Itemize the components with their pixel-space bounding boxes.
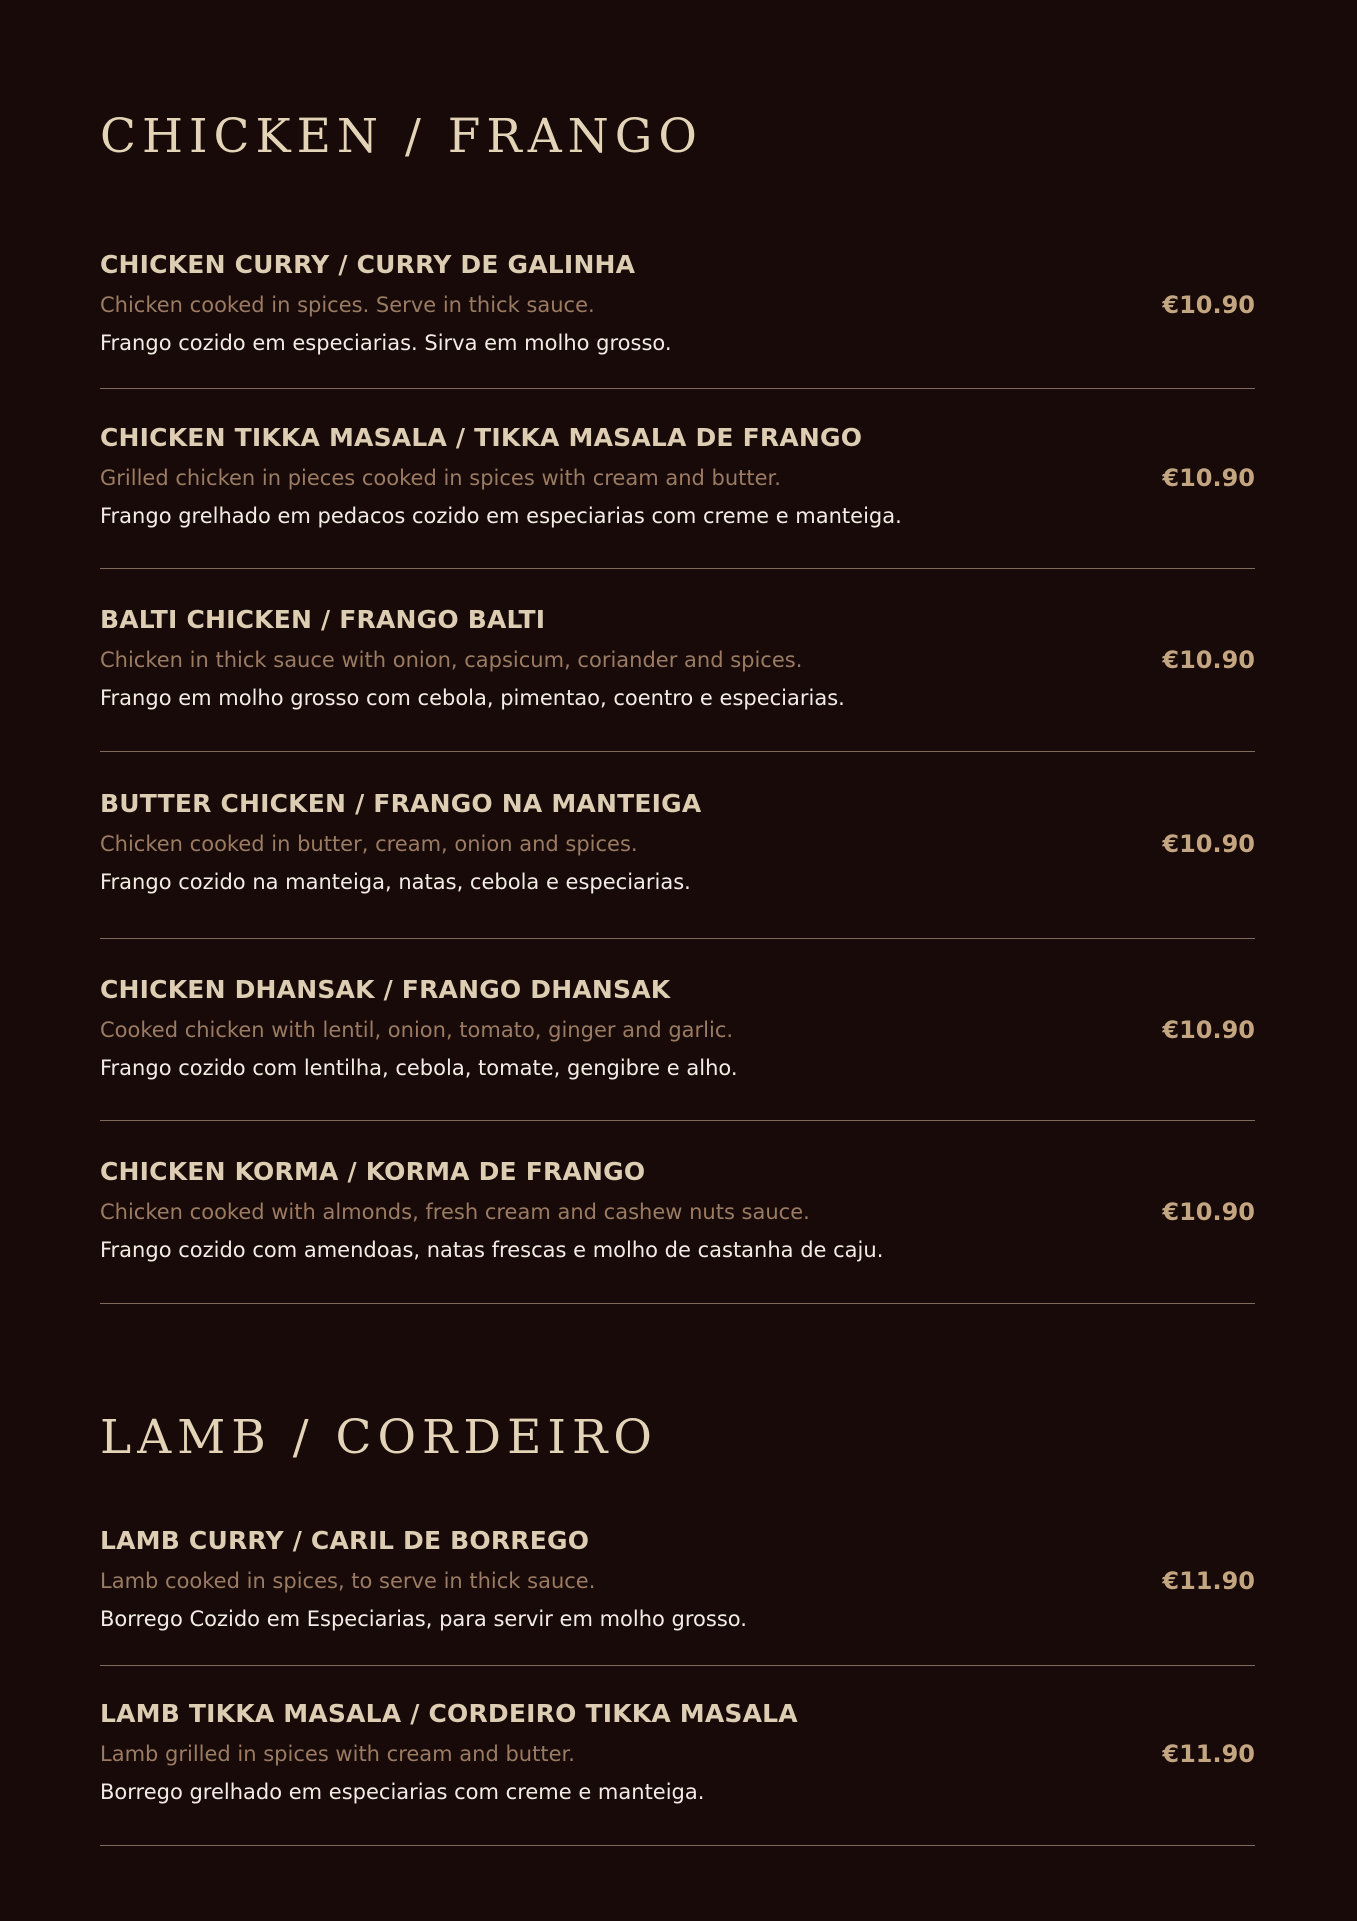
item-name: LAMB TIKKA MASALA / CORDEIRO TIKKA MASALA: [100, 1699, 798, 1728]
section-title-lamb: LAMB / CORDEIRO: [100, 1410, 658, 1465]
item-price: €10.90: [1162, 646, 1255, 674]
menu-item-chicken-dhansak: [100, 975, 1255, 1080]
divider: [100, 1665, 1255, 1666]
item-description-en: Lamb grilled in spices with cream and butter.: [100, 1742, 575, 1766]
item-price: €10.90: [1162, 291, 1255, 319]
menu-item-butter-chicken: [100, 789, 1255, 894]
divider: [100, 751, 1255, 752]
item-name: BALTI CHICKEN / FRANGO BALTI: [100, 605, 546, 634]
item-description-en: Chicken cooked with almonds, fresh cream and cashew nuts sauce.: [100, 1200, 810, 1224]
menu-item-lamb-tikka-masala: [100, 1699, 1255, 1804]
item-description-pt: Frango cozido com amendoas, natas frescas e molho de castanha de caju.: [100, 1238, 884, 1262]
menu-item-lamb-curry: [100, 1526, 1255, 1631]
item-name: CHICKEN KORMA / KORMA DE FRANGO: [100, 1157, 646, 1186]
menu-item-chicken-korma: [100, 1157, 1255, 1262]
menu-item-chicken-tikka-masala: [100, 423, 1255, 528]
item-name: BUTTER CHICKEN / FRANGO NA MANTEIGA: [100, 789, 702, 818]
item-price: €10.90: [1162, 830, 1255, 858]
item-description-pt: Frango cozido em especiarias. Sirva em molho grosso.: [100, 331, 672, 355]
item-description-en: Chicken cooked in spices. Serve in thick sauce.: [100, 293, 595, 317]
item-description-pt: Borrego grelhado em especiarias com creme e manteiga.: [100, 1780, 705, 1804]
item-name: CHICKEN CURRY / CURRY DE GALINHA: [100, 250, 636, 279]
item-description-pt: Borrego Cozido em Especiarias, para servir em molho grosso.: [100, 1607, 747, 1631]
item-description-pt: Frango cozido com lentilha, cebola, tomate, gengibre e alho.: [100, 1056, 738, 1080]
item-price: €10.90: [1162, 1016, 1255, 1044]
item-description-en: Chicken in thick sauce with onion, capsicum, coriander and spices.: [100, 648, 803, 672]
item-description-en: Grilled chicken in pieces cooked in spices with cream and butter.: [100, 466, 781, 490]
item-description-en: Lamb cooked in spices, to serve in thick sauce.: [100, 1569, 596, 1593]
item-description-en: Cooked chicken with lentil, onion, tomato, ginger and garlic.: [100, 1018, 734, 1042]
divider: [100, 1120, 1255, 1121]
item-price: €11.90: [1162, 1740, 1255, 1768]
menu-item-balti-chicken: [100, 605, 1255, 710]
divider: [100, 1845, 1255, 1846]
item-name: CHICKEN DHANSAK / FRANGO DHANSAK: [100, 975, 671, 1004]
item-price: €11.90: [1162, 1567, 1255, 1595]
divider: [100, 938, 1255, 939]
item-name: CHICKEN TIKKA MASALA / TIKKA MASALA DE FRANGO: [100, 423, 863, 452]
item-description-en: Chicken cooked in butter, cream, onion and spices.: [100, 832, 638, 856]
divider: [100, 1303, 1255, 1304]
item-description-pt: Frango em molho grosso com cebola, pimentao, coentro e especiarias.: [100, 686, 845, 710]
item-description-pt: Frango grelhado em pedacos cozido em especiarias com creme e manteiga.: [100, 504, 902, 528]
item-description-pt: Frango cozido na manteiga, natas, cebola e especiarias.: [100, 870, 691, 894]
item-price: €10.90: [1162, 1198, 1255, 1226]
item-name: LAMB CURRY / CARIL DE BORREGO: [100, 1526, 590, 1555]
divider: [100, 388, 1255, 389]
section-title-chicken: CHICKEN / FRANGO: [100, 109, 703, 164]
divider: [100, 568, 1255, 569]
item-price: €10.90: [1162, 464, 1255, 492]
menu-item-chicken-curry: [100, 250, 1255, 355]
